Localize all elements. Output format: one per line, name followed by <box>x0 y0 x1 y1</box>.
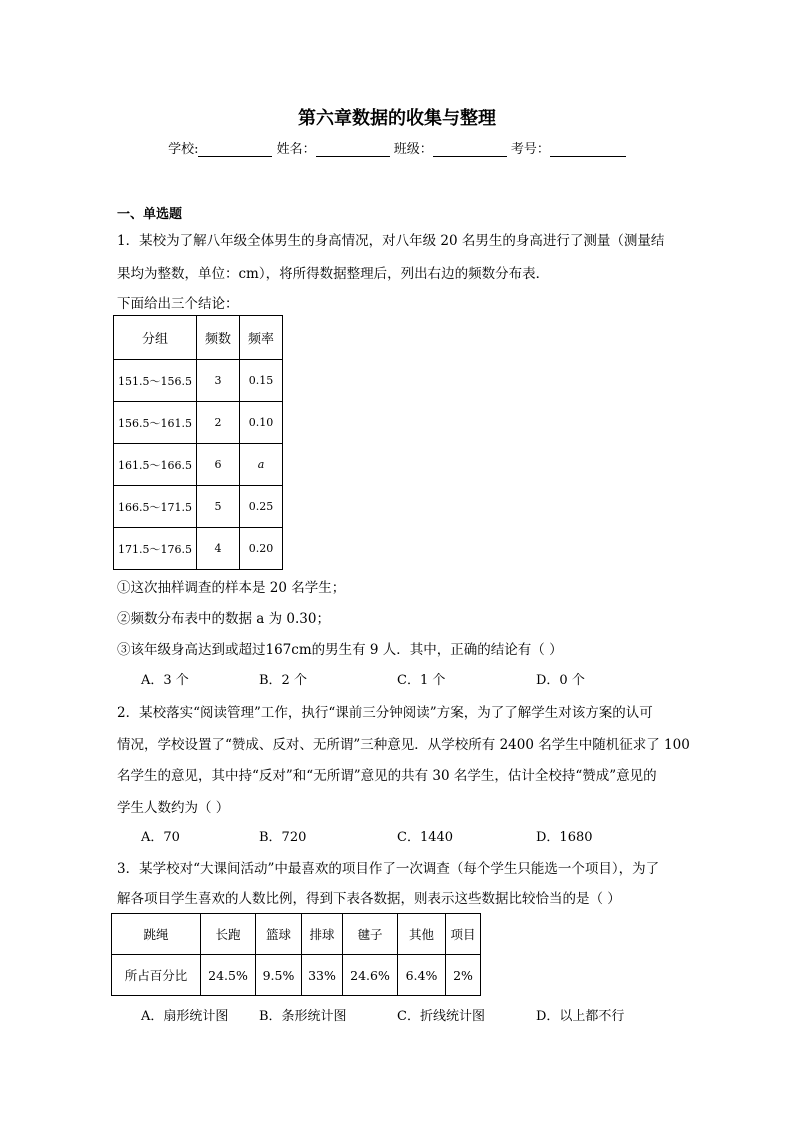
exam-no-label: 考号： <box>510 142 550 157</box>
table-row <box>114 486 283 528</box>
table-row <box>114 360 283 402</box>
section-heading: 一、单选题 <box>117 207 183 222</box>
table-header-row <box>114 316 283 360</box>
table-row <box>114 528 283 570</box>
table-row <box>112 955 481 996</box>
name-label: 姓名： <box>276 142 316 157</box>
name-blank[interactable] <box>316 142 390 157</box>
q2-option-c[interactable]: C．1440 <box>397 830 454 845</box>
school-blank[interactable] <box>198 142 272 157</box>
q2-line-3: 名学生的意见，其中持“反对”和“无所谓”意见的共有 30 名学生，估计全校持“赞成”意见的 <box>117 768 657 784</box>
q1-option-b[interactable]: B．2 个 <box>259 673 307 688</box>
table-cell: 毽子 <box>343 914 398 955</box>
q2-option-d[interactable]: D．1680 <box>536 830 593 845</box>
table-row <box>114 402 283 444</box>
q3-option-b[interactable]: B．条形统计图 <box>259 1009 347 1024</box>
table-row <box>112 914 481 955</box>
q3-line-2: 解各项目学生喜欢的人数比例，得到下表各数据，则表示这些数据比较恰当的是（ ） <box>117 891 621 907</box>
q1-line-1: 1．某校为了解八年级全体男生的身高情况，对八年级 20 名男生的身高进行了测量（测量结 <box>117 233 665 249</box>
table-cell: 24.5% <box>201 955 256 996</box>
q3-option-d[interactable]: D．以上都不行 <box>536 1009 625 1024</box>
table-cell: 33% <box>302 955 343 996</box>
q2-option-a[interactable]: A．70 <box>141 830 180 845</box>
table-cell: a <box>240 444 283 486</box>
table-header-cell: 频率 <box>240 316 283 360</box>
table-cell: 24.6% <box>343 955 398 996</box>
class-label: 班级： <box>393 142 433 157</box>
table-cell: 3 <box>197 360 240 402</box>
table-cell: 4 <box>197 528 240 570</box>
q2-line-2: 情况，学校设置了“赞成、反对、无所谓”三种意见．从学校所有 2400 名学生中随机征求了 100 <box>117 737 690 753</box>
q1-line-3: 下面给出三个结论： <box>117 296 239 312</box>
school-label: 学校: <box>168 142 199 157</box>
table-cell: 151.5～156.5 <box>114 360 197 402</box>
q2-line-1: 2．某校落实“阅读管理”工作，执行“课前三分钟阅读”方案，为了了解学生对该方案的认可 <box>117 705 653 721</box>
page-title: 第六章数据的收集与整理 <box>298 108 496 129</box>
q2-option-b[interactable]: B．720 <box>259 830 307 845</box>
table-cell: 5 <box>197 486 240 528</box>
table-cell: 156.5～161.5 <box>114 402 197 444</box>
q1-conclusion-3: ③该年级身高达到或超过167cm的男生有 9 人．其中，正确的结论有（ ） <box>117 642 563 658</box>
activity-table <box>111 913 481 996</box>
q1-option-a[interactable]: A．3 个 <box>141 673 189 688</box>
table-cell: 0.10 <box>240 402 283 444</box>
table-cell: 跳绳 <box>112 914 201 955</box>
q3-option-a[interactable]: A．扇形统计图 <box>141 1009 229 1024</box>
table-cell: 所占百分比 <box>112 955 201 996</box>
q1-option-c[interactable]: C．1 个 <box>397 673 446 688</box>
q1-line-2: 果均为整数，单位：cm），将所得数据整理后，列出右边的频数分布表． <box>117 266 550 282</box>
table-cell: 9.5% <box>256 955 302 996</box>
table-cell: 排球 <box>302 914 343 955</box>
student-info-line <box>0 138 794 157</box>
class-blank[interactable] <box>433 142 507 157</box>
table-cell: 0.25 <box>240 486 283 528</box>
q1-conclusion-1: ①这次抽样调查的样本是 20 名学生； <box>117 580 346 596</box>
table-cell: 2 <box>197 402 240 444</box>
table-cell: 161.5～166.5 <box>114 444 197 486</box>
table-cell: 6 <box>197 444 240 486</box>
exam-no-blank[interactable] <box>550 142 626 157</box>
table-cell: 项目 <box>446 914 481 955</box>
table-cell: 2% <box>446 955 481 996</box>
table-cell: 0.20 <box>240 528 283 570</box>
table-cell: 166.5～171.5 <box>114 486 197 528</box>
q3-line-1: 3．某学校对“大课间活动”中最喜欢的项目作了一次调查（每个学生只能选一个项目），为了 <box>117 861 660 877</box>
q2-line-4: 学生人数约为（ ） <box>117 800 230 816</box>
q1-conclusion-2: ②频数分布表中的数据 a 为 0.30； <box>117 611 330 627</box>
table-cell: 长跑 <box>201 914 256 955</box>
table-header-cell: 频数 <box>197 316 240 360</box>
frequency-table <box>113 315 283 570</box>
table-row <box>114 444 283 486</box>
table-cell: 6.4% <box>398 955 446 996</box>
table-cell: 0.15 <box>240 360 283 402</box>
table-header-cell: 分组 <box>114 316 197 360</box>
q3-option-c[interactable]: C．折线统计图 <box>397 1009 485 1024</box>
table-cell: 篮球 <box>256 914 302 955</box>
table-cell: 171.5～176.5 <box>114 528 197 570</box>
table-cell: 其他 <box>398 914 446 955</box>
q1-option-d[interactable]: D．0 个 <box>536 673 585 688</box>
